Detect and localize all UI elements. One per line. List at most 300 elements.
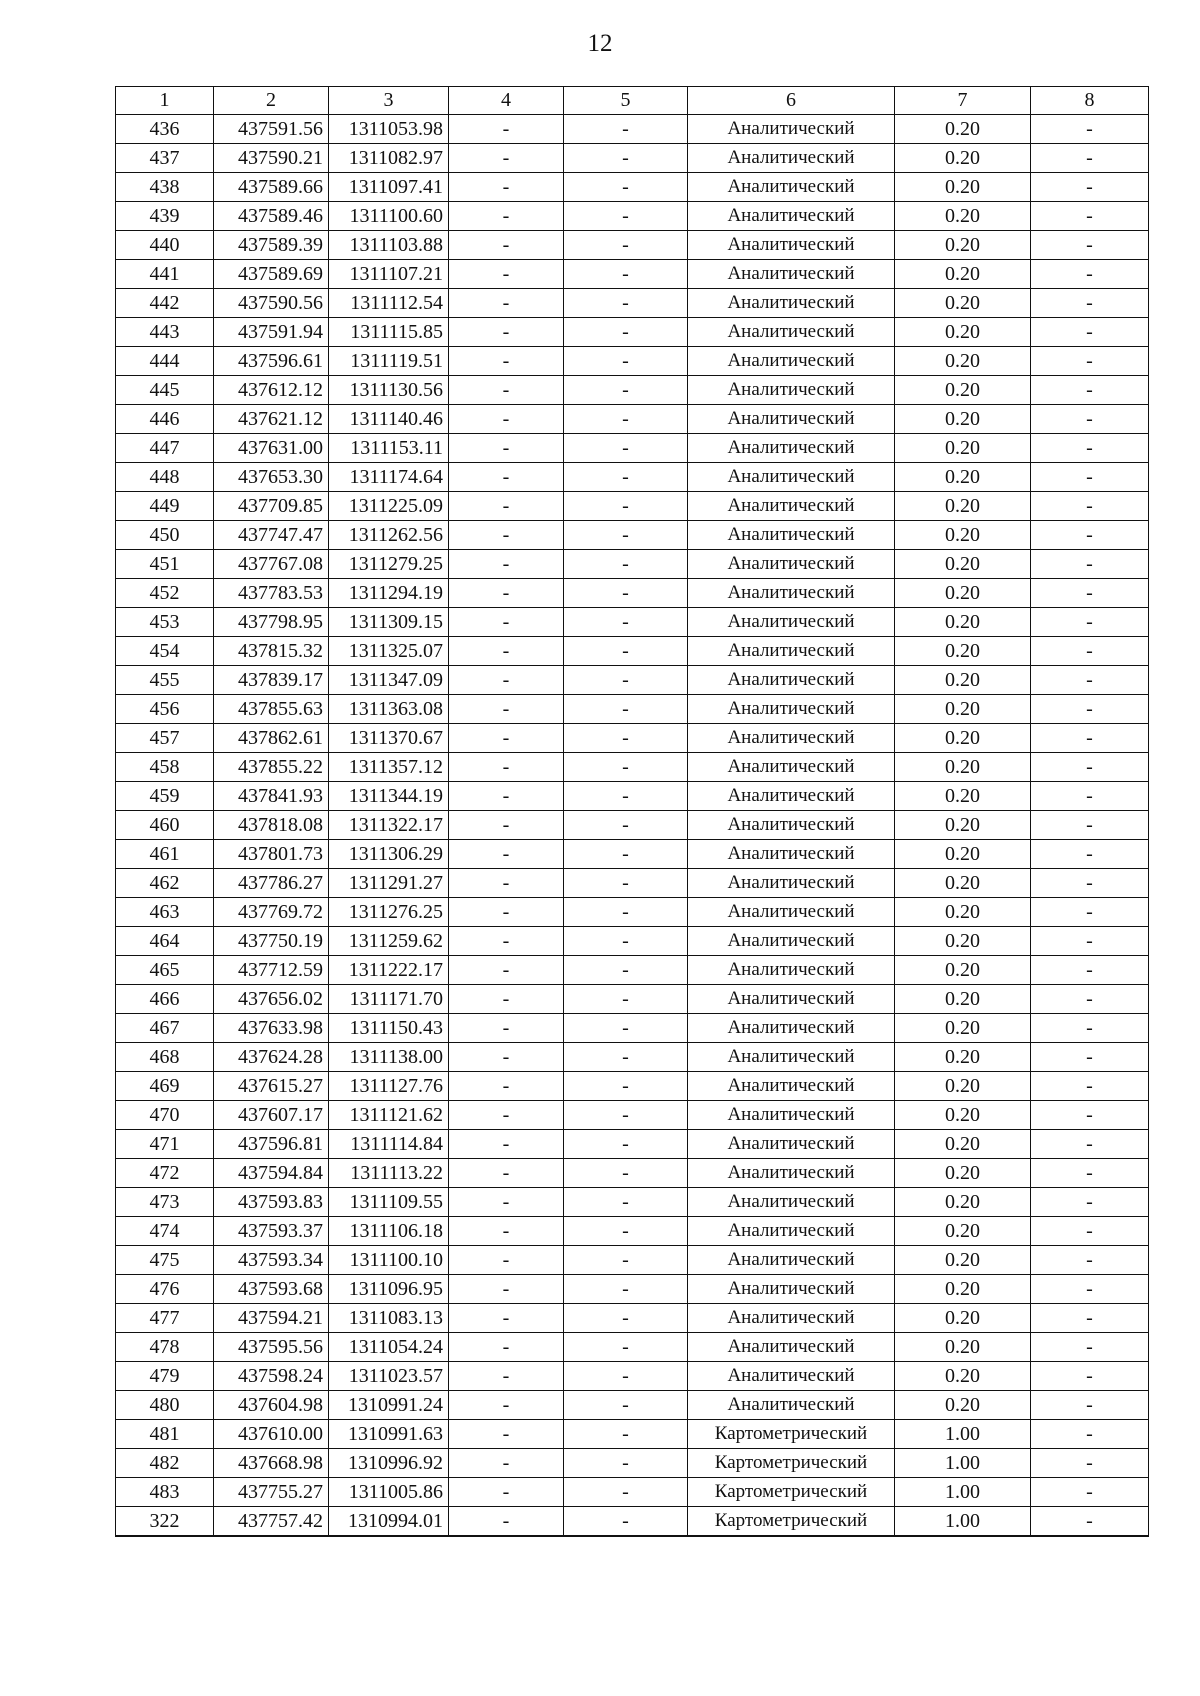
column-5-cell: - (564, 985, 688, 1014)
column-4-cell: - (449, 1391, 564, 1420)
column-8-cell: - (1031, 289, 1149, 318)
x-coordinate-cell: 437607.17 (214, 1101, 329, 1130)
method-cell: Аналитический (688, 753, 895, 782)
table-row (116, 956, 1149, 985)
table-row (116, 1072, 1149, 1101)
x-coordinate-cell: 437656.02 (214, 985, 329, 1014)
point-number-cell: 456 (116, 695, 214, 724)
table-row (116, 1014, 1149, 1043)
accuracy-cell: 0.20 (895, 840, 1031, 869)
column-8-cell: - (1031, 1275, 1149, 1304)
y-coordinate-cell: 1311347.09 (329, 666, 449, 695)
column-5-cell: - (564, 1014, 688, 1043)
point-number-cell: 469 (116, 1072, 214, 1101)
method-cell: Аналитический (688, 1072, 895, 1101)
method-cell: Аналитический (688, 898, 895, 927)
column-8-cell: - (1031, 492, 1149, 521)
accuracy-cell: 0.20 (895, 956, 1031, 985)
point-number-cell: 437 (116, 144, 214, 173)
column-5-cell: - (564, 1275, 688, 1304)
point-number-cell: 474 (116, 1217, 214, 1246)
column-5-cell: - (564, 1188, 688, 1217)
column-5-cell: - (564, 869, 688, 898)
column-5-cell: - (564, 1159, 688, 1188)
y-coordinate-cell: 1311171.70 (329, 985, 449, 1014)
column-8-cell: - (1031, 115, 1149, 144)
accuracy-cell: 0.20 (895, 1246, 1031, 1275)
column-8-cell: - (1031, 1072, 1149, 1101)
x-coordinate-cell: 437633.98 (214, 1014, 329, 1043)
column-header: 4 (449, 87, 564, 115)
column-8-cell: - (1031, 637, 1149, 666)
y-coordinate-cell: 1311023.57 (329, 1362, 449, 1391)
table-row (116, 115, 1149, 144)
accuracy-cell: 0.20 (895, 695, 1031, 724)
column-4-cell: - (449, 782, 564, 811)
column-5-cell: - (564, 376, 688, 405)
accuracy-cell: 0.20 (895, 521, 1031, 550)
accuracy-cell: 0.20 (895, 811, 1031, 840)
column-4-cell: - (449, 1420, 564, 1449)
table-row (116, 695, 1149, 724)
x-coordinate-cell: 437589.46 (214, 202, 329, 231)
column-5-cell: - (564, 724, 688, 753)
table-row (116, 231, 1149, 260)
y-coordinate-cell: 1311259.62 (329, 927, 449, 956)
accuracy-cell: 0.20 (895, 666, 1031, 695)
method-cell: Аналитический (688, 782, 895, 811)
point-number-cell: 454 (116, 637, 214, 666)
column-8-cell: - (1031, 1246, 1149, 1275)
point-number-cell: 322 (116, 1507, 214, 1537)
table-row (116, 724, 1149, 753)
y-coordinate-cell: 1311140.46 (329, 405, 449, 434)
method-cell: Аналитический (688, 724, 895, 753)
table-row (116, 492, 1149, 521)
y-coordinate-cell: 1311130.56 (329, 376, 449, 405)
column-4-cell: - (449, 492, 564, 521)
column-8-cell: - (1031, 521, 1149, 550)
table-row (116, 1188, 1149, 1217)
method-cell: Аналитический (688, 289, 895, 318)
column-4-cell: - (449, 1159, 564, 1188)
point-number-cell: 460 (116, 811, 214, 840)
y-coordinate-cell: 1311107.21 (329, 260, 449, 289)
table-row (116, 1130, 1149, 1159)
x-coordinate-cell: 437709.85 (214, 492, 329, 521)
point-number-cell: 450 (116, 521, 214, 550)
column-4-cell: - (449, 869, 564, 898)
table-row (116, 434, 1149, 463)
method-cell: Аналитический (688, 376, 895, 405)
y-coordinate-cell: 1310994.01 (329, 1507, 449, 1537)
accuracy-cell: 0.20 (895, 405, 1031, 434)
table-row (116, 927, 1149, 956)
column-5-cell: - (564, 1449, 688, 1478)
x-coordinate-cell: 437798.95 (214, 608, 329, 637)
column-header: 6 (688, 87, 895, 115)
method-cell: Аналитический (688, 1130, 895, 1159)
accuracy-cell: 0.20 (895, 985, 1031, 1014)
y-coordinate-cell: 1311306.29 (329, 840, 449, 869)
y-coordinate-cell: 1311121.62 (329, 1101, 449, 1130)
accuracy-cell: 0.20 (895, 492, 1031, 521)
point-number-cell: 438 (116, 173, 214, 202)
table-row (116, 1217, 1149, 1246)
column-4-cell: - (449, 231, 564, 260)
column-8-cell: - (1031, 1362, 1149, 1391)
x-coordinate-cell: 437801.73 (214, 840, 329, 869)
column-8-cell: - (1031, 1217, 1149, 1246)
column-8-cell: - (1031, 1159, 1149, 1188)
table-row (116, 144, 1149, 173)
y-coordinate-cell: 1311276.25 (329, 898, 449, 927)
column-8-cell: - (1031, 405, 1149, 434)
point-number-cell: 483 (116, 1478, 214, 1507)
point-number-cell: 448 (116, 463, 214, 492)
accuracy-cell: 0.20 (895, 231, 1031, 260)
x-coordinate-cell: 437610.00 (214, 1420, 329, 1449)
table-row (116, 869, 1149, 898)
point-number-cell: 478 (116, 1333, 214, 1362)
table-row (116, 463, 1149, 492)
point-number-cell: 447 (116, 434, 214, 463)
accuracy-cell: 0.20 (895, 927, 1031, 956)
method-cell: Аналитический (688, 811, 895, 840)
column-8-cell: - (1031, 1130, 1149, 1159)
column-8-cell: - (1031, 434, 1149, 463)
column-4-cell: - (449, 1275, 564, 1304)
column-4-cell: - (449, 1014, 564, 1043)
method-cell: Аналитический (688, 550, 895, 579)
table-row (116, 1246, 1149, 1275)
column-5-cell: - (564, 840, 688, 869)
x-coordinate-cell: 437855.22 (214, 753, 329, 782)
accuracy-cell: 0.20 (895, 1362, 1031, 1391)
column-5-cell: - (564, 1043, 688, 1072)
method-cell: Аналитический (688, 1043, 895, 1072)
table-row (116, 1304, 1149, 1333)
y-coordinate-cell: 1311225.09 (329, 492, 449, 521)
y-coordinate-cell: 1311294.19 (329, 579, 449, 608)
table-row (116, 347, 1149, 376)
y-coordinate-cell: 1311115.85 (329, 318, 449, 347)
column-4-cell: - (449, 1217, 564, 1246)
column-4-cell: - (449, 144, 564, 173)
column-8-cell: - (1031, 173, 1149, 202)
point-number-cell: 441 (116, 260, 214, 289)
column-8-cell: - (1031, 202, 1149, 231)
column-4-cell: - (449, 405, 564, 434)
x-coordinate-cell: 437593.83 (214, 1188, 329, 1217)
accuracy-cell: 0.20 (895, 1304, 1031, 1333)
x-coordinate-cell: 437818.08 (214, 811, 329, 840)
column-5-cell: - (564, 927, 688, 956)
table-row (116, 405, 1149, 434)
y-coordinate-cell: 1311363.08 (329, 695, 449, 724)
method-cell: Аналитический (688, 202, 895, 231)
column-header: 3 (329, 87, 449, 115)
y-coordinate-cell: 1311370.67 (329, 724, 449, 753)
point-number-cell: 477 (116, 1304, 214, 1333)
column-4-cell: - (449, 579, 564, 608)
method-cell: Картометрический (688, 1420, 895, 1449)
x-coordinate-cell: 437755.27 (214, 1478, 329, 1507)
table-row (116, 753, 1149, 782)
column-8-cell: - (1031, 666, 1149, 695)
column-8-cell: - (1031, 1304, 1149, 1333)
table-row (116, 1043, 1149, 1072)
column-5-cell: - (564, 318, 688, 347)
point-number-cell: 440 (116, 231, 214, 260)
column-header: 2 (214, 87, 329, 115)
y-coordinate-cell: 1311005.86 (329, 1478, 449, 1507)
column-5-cell: - (564, 1130, 688, 1159)
y-coordinate-cell: 1311053.98 (329, 115, 449, 144)
point-number-cell: 457 (116, 724, 214, 753)
column-4-cell: - (449, 608, 564, 637)
column-4-cell: - (449, 1188, 564, 1217)
method-cell: Аналитический (688, 521, 895, 550)
column-4-cell: - (449, 927, 564, 956)
x-coordinate-cell: 437786.27 (214, 869, 329, 898)
column-5-cell: - (564, 608, 688, 637)
column-8-cell: - (1031, 376, 1149, 405)
point-number-cell: 480 (116, 1391, 214, 1420)
y-coordinate-cell: 1311127.76 (329, 1072, 449, 1101)
column-5-cell: - (564, 782, 688, 811)
column-8-cell: - (1031, 608, 1149, 637)
table-row (116, 260, 1149, 289)
column-5-cell: - (564, 115, 688, 144)
column-header: 5 (564, 87, 688, 115)
column-8-cell: - (1031, 1188, 1149, 1217)
x-coordinate-cell: 437593.68 (214, 1275, 329, 1304)
table-header-row (116, 87, 1149, 115)
column-4-cell: - (449, 753, 564, 782)
point-number-cell: 463 (116, 898, 214, 927)
column-5-cell: - (564, 550, 688, 579)
column-5-cell: - (564, 898, 688, 927)
point-number-cell: 468 (116, 1043, 214, 1072)
method-cell: Аналитический (688, 956, 895, 985)
column-5-cell: - (564, 434, 688, 463)
column-4-cell: - (449, 1304, 564, 1333)
method-cell: Аналитический (688, 318, 895, 347)
table-row (116, 782, 1149, 811)
column-header: 7 (895, 87, 1031, 115)
method-cell: Аналитический (688, 927, 895, 956)
x-coordinate-cell: 437631.00 (214, 434, 329, 463)
table-row (116, 608, 1149, 637)
y-coordinate-cell: 1311113.22 (329, 1159, 449, 1188)
y-coordinate-cell: 1310996.92 (329, 1449, 449, 1478)
accuracy-cell: 0.20 (895, 1188, 1031, 1217)
point-number-cell: 475 (116, 1246, 214, 1275)
column-8-cell: - (1031, 463, 1149, 492)
accuracy-cell: 0.20 (895, 608, 1031, 637)
table-row (116, 550, 1149, 579)
method-cell: Аналитический (688, 1391, 895, 1420)
table-row (116, 202, 1149, 231)
column-4-cell: - (449, 956, 564, 985)
column-4-cell: - (449, 550, 564, 579)
table-row (116, 521, 1149, 550)
method-cell: Аналитический (688, 840, 895, 869)
column-5-cell: - (564, 347, 688, 376)
point-number-cell: 452 (116, 579, 214, 608)
column-8-cell: - (1031, 1043, 1149, 1072)
column-4-cell: - (449, 898, 564, 927)
column-5-cell: - (564, 956, 688, 985)
x-coordinate-cell: 437783.53 (214, 579, 329, 608)
x-coordinate-cell: 437855.63 (214, 695, 329, 724)
point-number-cell: 446 (116, 405, 214, 434)
accuracy-cell: 0.20 (895, 1072, 1031, 1101)
y-coordinate-cell: 1311174.64 (329, 463, 449, 492)
point-number-cell: 465 (116, 956, 214, 985)
table-row (116, 1275, 1149, 1304)
accuracy-cell: 0.20 (895, 318, 1031, 347)
accuracy-cell: 0.20 (895, 260, 1031, 289)
column-5-cell: - (564, 289, 688, 318)
column-4-cell: - (449, 173, 564, 202)
point-number-cell: 445 (116, 376, 214, 405)
y-coordinate-cell: 1311153.11 (329, 434, 449, 463)
point-number-cell: 449 (116, 492, 214, 521)
column-4-cell: - (449, 637, 564, 666)
method-cell: Аналитический (688, 985, 895, 1014)
accuracy-cell: 0.20 (895, 724, 1031, 753)
column-5-cell: - (564, 666, 688, 695)
y-coordinate-cell: 1311083.13 (329, 1304, 449, 1333)
point-number-cell: 458 (116, 753, 214, 782)
column-4-cell: - (449, 724, 564, 753)
column-4-cell: - (449, 434, 564, 463)
column-8-cell: - (1031, 144, 1149, 173)
table-row (116, 1420, 1149, 1449)
accuracy-cell: 0.20 (895, 898, 1031, 927)
table-row (116, 1362, 1149, 1391)
x-coordinate-cell: 437595.56 (214, 1333, 329, 1362)
x-coordinate-cell: 437594.21 (214, 1304, 329, 1333)
column-8-cell: - (1031, 1333, 1149, 1362)
accuracy-cell: 1.00 (895, 1478, 1031, 1507)
method-cell: Аналитический (688, 1014, 895, 1043)
point-number-cell: 467 (116, 1014, 214, 1043)
column-4-cell: - (449, 666, 564, 695)
table-row (116, 811, 1149, 840)
method-cell: Картометрический (688, 1478, 895, 1507)
table-row (116, 637, 1149, 666)
method-cell: Аналитический (688, 1333, 895, 1362)
column-5-cell: - (564, 144, 688, 173)
method-cell: Аналитический (688, 405, 895, 434)
column-8-cell: - (1031, 550, 1149, 579)
column-4-cell: - (449, 1043, 564, 1072)
x-coordinate-cell: 437590.56 (214, 289, 329, 318)
column-5-cell: - (564, 1478, 688, 1507)
accuracy-cell: 0.20 (895, 1275, 1031, 1304)
column-8-cell: - (1031, 985, 1149, 1014)
table-row (116, 1478, 1149, 1507)
accuracy-cell: 0.20 (895, 173, 1031, 202)
table-row (116, 1101, 1149, 1130)
y-coordinate-cell: 1311309.15 (329, 608, 449, 637)
x-coordinate-cell: 437621.12 (214, 405, 329, 434)
accuracy-cell: 0.20 (895, 115, 1031, 144)
method-cell: Аналитический (688, 434, 895, 463)
point-number-cell: 442 (116, 289, 214, 318)
method-cell: Аналитический (688, 1101, 895, 1130)
column-5-cell: - (564, 1246, 688, 1275)
point-number-cell: 482 (116, 1449, 214, 1478)
x-coordinate-cell: 437769.72 (214, 898, 329, 927)
x-coordinate-cell: 437589.69 (214, 260, 329, 289)
accuracy-cell: 1.00 (895, 1449, 1031, 1478)
method-cell: Аналитический (688, 173, 895, 202)
point-number-cell: 455 (116, 666, 214, 695)
x-coordinate-cell: 437624.28 (214, 1043, 329, 1072)
y-coordinate-cell: 1311262.56 (329, 521, 449, 550)
column-4-cell: - (449, 260, 564, 289)
column-4-cell: - (449, 1362, 564, 1391)
method-cell: Картометрический (688, 1507, 895, 1537)
y-coordinate-cell: 1311325.07 (329, 637, 449, 666)
column-8-cell: - (1031, 1101, 1149, 1130)
point-number-cell: 443 (116, 318, 214, 347)
column-5-cell: - (564, 1420, 688, 1449)
table-row (116, 173, 1149, 202)
column-4-cell: - (449, 1246, 564, 1275)
column-8-cell: - (1031, 695, 1149, 724)
x-coordinate-cell: 437612.12 (214, 376, 329, 405)
column-4-cell: - (449, 811, 564, 840)
y-coordinate-cell: 1311138.00 (329, 1043, 449, 1072)
method-cell: Аналитический (688, 1246, 895, 1275)
column-4-cell: - (449, 1130, 564, 1159)
point-number-cell: 439 (116, 202, 214, 231)
method-cell: Аналитический (688, 1304, 895, 1333)
column-8-cell: - (1031, 1391, 1149, 1420)
method-cell: Аналитический (688, 608, 895, 637)
column-5-cell: - (564, 260, 688, 289)
column-header: 1 (116, 87, 214, 115)
column-4-cell: - (449, 1333, 564, 1362)
y-coordinate-cell: 1311119.51 (329, 347, 449, 376)
table-body (116, 115, 1149, 1537)
column-4-cell: - (449, 289, 564, 318)
accuracy-cell: 0.20 (895, 550, 1031, 579)
column-5-cell: - (564, 173, 688, 202)
accuracy-cell: 1.00 (895, 1507, 1031, 1537)
table-row (116, 1507, 1149, 1537)
method-cell: Аналитический (688, 579, 895, 608)
table-row (116, 666, 1149, 695)
column-8-cell: - (1031, 869, 1149, 898)
accuracy-cell: 0.20 (895, 376, 1031, 405)
point-number-cell: 476 (116, 1275, 214, 1304)
point-number-cell: 451 (116, 550, 214, 579)
accuracy-cell: 0.20 (895, 144, 1031, 173)
point-number-cell: 444 (116, 347, 214, 376)
column-5-cell: - (564, 231, 688, 260)
x-coordinate-cell: 437594.84 (214, 1159, 329, 1188)
y-coordinate-cell: 1311322.17 (329, 811, 449, 840)
x-coordinate-cell: 437596.61 (214, 347, 329, 376)
x-coordinate-cell: 437590.21 (214, 144, 329, 173)
column-8-cell: - (1031, 260, 1149, 289)
